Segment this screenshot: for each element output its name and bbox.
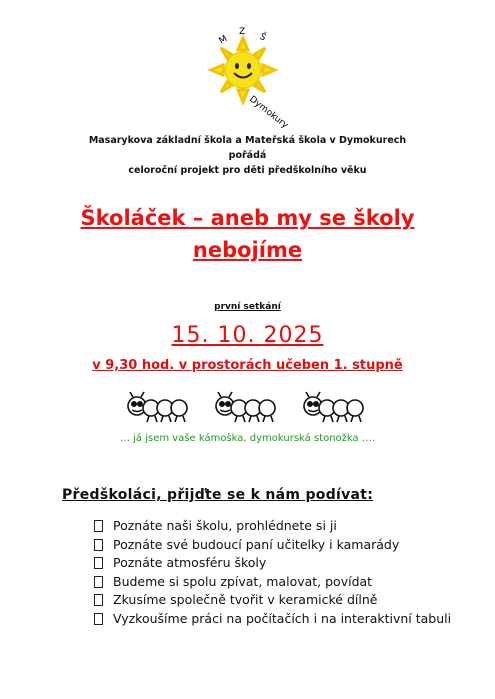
bullet-icon xyxy=(94,557,103,569)
sun-icon xyxy=(211,38,275,102)
list-item xyxy=(94,536,451,555)
list-item-text: Zkusíme společně tvořit v keramické dílně xyxy=(113,592,378,608)
organizes-text: pořádá xyxy=(228,150,267,161)
list-item-text: Poznáte naši školu, prohlédnete si ji xyxy=(113,518,337,533)
list-item-text: Budeme si spolu zpívat, malovat, povídat xyxy=(113,573,373,589)
bullet-icon xyxy=(94,576,103,588)
list-item-text: Vyzkoušíme práci na počítačích i na interaktivní tabuli xyxy=(113,610,452,626)
organizer-block xyxy=(0,133,495,178)
list-item-text: Poznáte atmosféru školy xyxy=(113,555,267,571)
list-item xyxy=(94,554,451,573)
logo-text: Dymokury xyxy=(247,94,290,131)
list-item xyxy=(94,517,451,536)
centipede-illustration xyxy=(125,390,365,426)
centipede-note: … já jsem vaše kámoška, dymokurská stonožka …. xyxy=(119,433,376,444)
bullet-icon xyxy=(94,613,103,625)
event-place: v 9,30 hod. v prostorách učeben 1. stupně xyxy=(92,358,403,373)
logo-letter-z: Z xyxy=(239,27,246,37)
list-item-text: Poznáte své budoucí paní učitelky i kamarády xyxy=(113,536,400,552)
centipede-icon xyxy=(304,392,363,422)
centipede-icon xyxy=(216,392,275,422)
event-date: 15. 10. 2025 xyxy=(171,323,324,348)
logo-letter-m: M xyxy=(217,34,230,47)
bullet-icon xyxy=(94,520,103,532)
activity-list xyxy=(94,517,451,629)
logo-letter-s: Š xyxy=(257,31,268,44)
list-item xyxy=(94,591,451,610)
school-logo xyxy=(193,20,293,131)
list-item xyxy=(94,610,451,629)
project-title: Školáček – aneb my se školy nebojíme xyxy=(80,206,415,262)
invite-heading: Předškoláci, přijďte se k nám podívat: xyxy=(62,487,374,503)
centipede-icon xyxy=(128,392,187,422)
bullet-icon xyxy=(94,539,103,551)
project-description: celoroční projekt pro děti předškolního věku xyxy=(128,165,367,176)
school-name: Masarykova základní škola a Mateřská škola v Dymokurech xyxy=(88,135,407,146)
bullet-icon xyxy=(94,594,103,606)
meeting-label: první setkání xyxy=(214,302,281,312)
list-item xyxy=(94,573,451,592)
